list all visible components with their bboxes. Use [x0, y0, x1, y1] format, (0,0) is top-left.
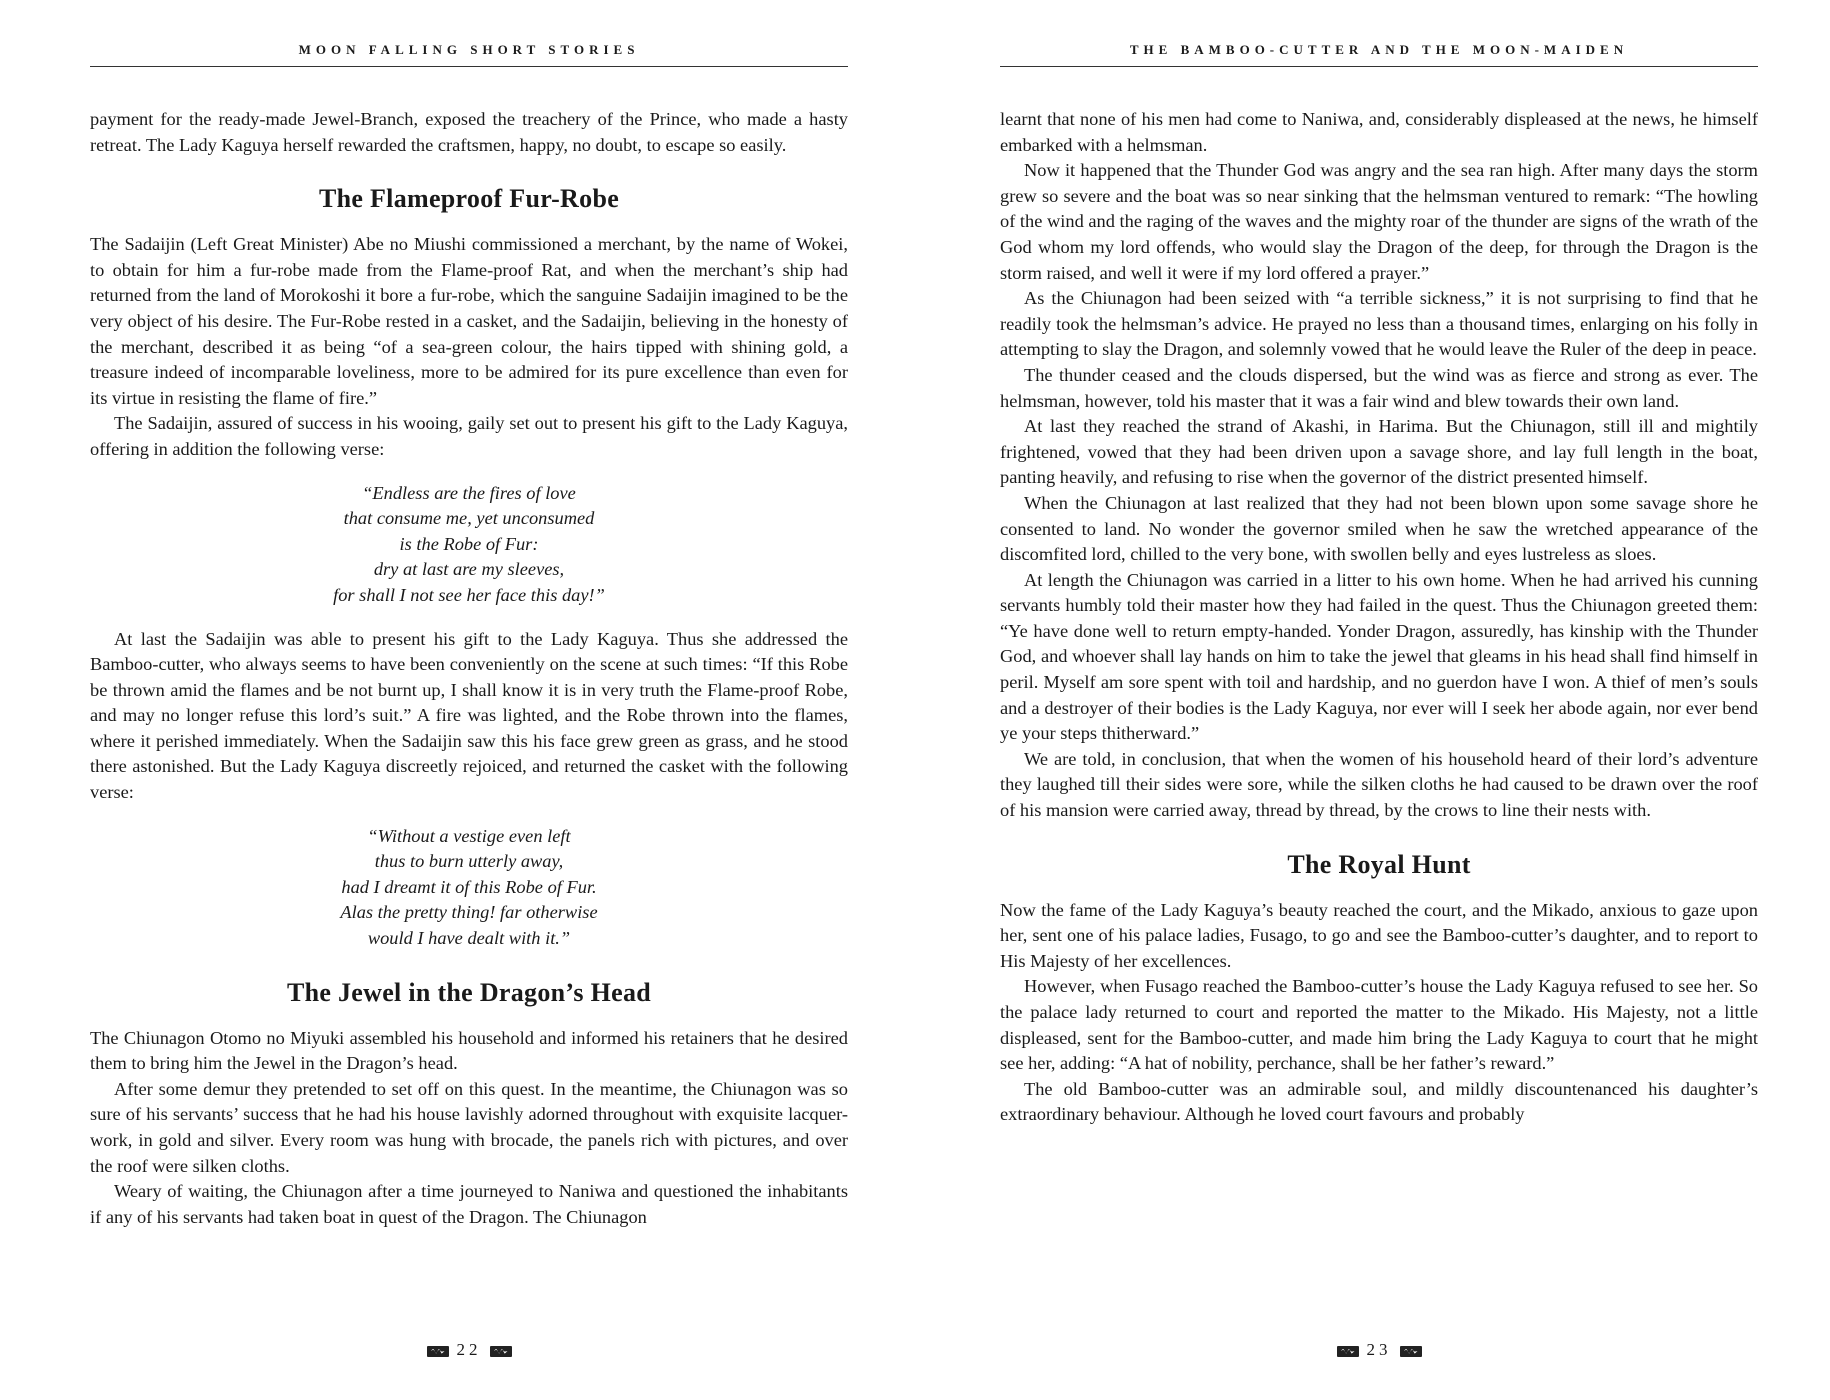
section-heading: The Jewel in the Dragon’s Head — [286, 977, 652, 1007]
verse — [90, 824, 848, 952]
left-page — [90, 0, 848, 1400]
paragraph: The thunder ceased and the clouds dispersed, but the wind was as fierce and strong as ever. The helmsman, however, told his master that it was a fair wind and blew towards their own land. — [1000, 364, 1758, 411]
right-page — [1000, 0, 1758, 1400]
paragraph: Weary of waiting, the Chiunagon after a time journeyed to Naniwa and questioned the inhabitants if any of his servants had taken boat in quest of the Dragon. The Chiunagon — [90, 1181, 848, 1227]
ornament-icon — [1400, 1346, 1422, 1357]
ornament-icon — [490, 1346, 512, 1357]
paragraph: At last they reached the strand of Akashi, in Harima. But the Chiunagon, still ill and mightily frightened, vowed that they had been driven upon a savage shore, and lay full length in the boat, panting heavily, and refusing to rise when the governor of the district presented himself. — [1000, 416, 1758, 488]
page-number: 23 — [1366, 1340, 1392, 1359]
folio — [90, 1340, 848, 1360]
paragraph: learnt that none of his men had come to Naniwa, and, considerably displeased at the news, he himself embarked with a helmsman. — [1000, 109, 1758, 155]
verse-line: is the Robe of Fur: — [399, 533, 539, 554]
folio — [1000, 1340, 1758, 1360]
paragraph: At last the Sadaijin was able to present his gift to the Lady Kaguya. Thus she addressed the Bamboo-cutter, who always seems to have been conveniently on the scene at such times: “If this Robe be thrown amid the flames and be not burnt up, I shall know it is in very truth the Flame-proof Robe, and may no longer refuse this lord’s suit.” A fire was lighted, and the Robe thrown into the flames, where it perished immediately. When the Sadaijin saw this his face grew green as grass, and he stood there astonished. But the Lady Kaguya discreetly rejoiced, and returned the casket with the following verse: — [90, 628, 848, 803]
paragraph: payment for the ready-made Jewel-Branch, exposed the treachery of the Prince, who made a hasty retreat. The Lady Kaguya herself rewarded the craftsmen, happy, no doubt, to escape so easily. — [90, 109, 848, 155]
verse-line: would I have dealt with it.” — [367, 928, 571, 949]
paragraph: As the Chiunagon had been seized with “a terrible sickness,” it is not surprising to find that he readily took the helmsman’s advice. He prayed no less than a thousand times, enlarging on his folly in attempting to slay the Dragon, and solemnly vowed that he would leave the Ruler of the deep in peace. — [1000, 288, 1758, 360]
running-head: THE BAMBOO-CUTTER AND THE MOON-MAIDEN — [1000, 42, 1758, 67]
paragraph: When the Chiunagon at last realized that they had not been blown upon some savage shore he consented to land. No wonder the governor smiled when he saw the wretched appearance of the discomfited lord, chilled to the very bone, with swollen belly and eyes lustreless as sloes. — [1000, 492, 1758, 565]
verse — [90, 481, 848, 609]
page-body — [1000, 107, 1758, 1128]
verse-line: Alas the pretty thing! far otherwise — [340, 902, 598, 923]
verse-line: had I dreamt it of this Robe of Fur. — [341, 876, 597, 897]
verse-line: that consume me, yet unconsumed — [343, 508, 595, 529]
paragraph: Now it happened that the Thunder God was angry and the sea ran high. After many days the storm grew so severe and the boat was so near sinking that the helmsman ventured to remark: “The howling of the wind and the raging of the waves and the mighty roar of the thunder are signs of the wrath of the God whom my lord offends, who would slay the Dragon of the deep, for through the Dragon is the storm raised, and well it were if my lord offered a prayer.” — [1000, 160, 1758, 283]
paragraph: We are told, in conclusion, that when the women of his household heard of their lord’s adventure they laughed till their sides were sore, while the silken cloths he had caused to be drawn over the roof of his mansion were carried away, thread by thread, by the crows to line their nests with. — [1000, 748, 1758, 821]
paragraph: The Sadaijin, assured of success in his wooing, gaily set out to present his gift to the Lady Kaguya, offering in addition the following verse: — [90, 413, 848, 459]
running-head: MOON FALLING SHORT STORIES — [90, 42, 848, 67]
section-heading: The Flameproof Fur-Robe — [318, 184, 620, 214]
paragraph: The Sadaijin (Left Great Minister) Abe no Miushi commissioned a merchant, by the name of Wokei, to obtain for him a fur-robe made from the Flame-proof Rat, and when the merchant’s ship had returned from the land of Morokoshi it bore a fur-robe, which the sanguine Sadaijin imagined to be the very object of his desire. The Fur-Robe rested in a casket, and the Sadaijin, believing in the honesty of the merchant, described it as being “of a sea-green colour, the hairs tipped with shining gold, a treasure indeed of incomparable loveliness, more to be admired for its pure excellence than even for its virtue in resisting the flame of fire.” — [90, 234, 848, 408]
verse-line: “Without a vestige even left — [367, 825, 571, 846]
page-number: 22 — [456, 1340, 482, 1359]
ornament-icon — [1337, 1346, 1359, 1357]
verse-line: thus to burn utterly away, — [374, 851, 564, 872]
paragraph: However, when Fusago reached the Bamboo-cutter’s house the Lady Kaguya refused to see her. So the palace lady returned to court and reported the matter to the Mikado. His Majesty, not a little displeased, sent for the Bamboo-cutter, and made him bring the Lady Kaguya to court that he might see her, adding: “A hat of nobility, perchance, shall be her father’s reward.” — [1000, 976, 1758, 1074]
page-body — [90, 107, 848, 1230]
verse-line: dry at last are my sleeves, — [373, 559, 565, 580]
paragraph: At length the Chiunagon was carried in a litter to his own home. When he had arrived his cunning servants humbly told their master how they had failed in the quest. Thus the Chiunagon greeted them: “Ye have done well to return empty-handed. Yonder Dragon, assuredly, has kinship with the Thunder God, and whoever shall lay hands on him to take the jewel that gleams in his head shall find himself in peril. Myself am sore spent with toil and hardship, and no guerdon have I won. A thief of men’s souls and a destroyer of their bodies is the Lady Kaguya, nor ever will I seek her abode again, nor ever bend ye your steps thitherward.” — [1000, 569, 1758, 744]
paragraph: The old Bamboo-cutter was an admirable soul, and mildly discountenanced his daughter’s extraordinary behaviour. Although he loved court favours and probably — [1000, 1078, 1758, 1125]
paragraph: After some demur they pretended to set off on this quest. In the meantime, the Chiunagon was so sure of his servants’ success that he had his house lavishly adorned throughout with exquisite lacquer-work, in gold and silver. Every room was hung with brocade, the panels rich with pictures, and over the roof were silken cloths. — [90, 1078, 848, 1176]
paragraph: Now the fame of the Lady Kaguya’s beauty reached the court, and the Mikado, anxious to gaze upon her, sent one of his palace ladies, Fusago, to go and see the Bamboo-cutter’s daughter, and to report to His Majesty of her excellences. — [1000, 899, 1758, 971]
verse-line: for shall I not see her face this day!” — [333, 584, 605, 605]
paragraph: The Chiunagon Otomo no Miyuki assembled his household and informed his retainers that he desired them to bring him the Jewel in the Dragon’s head. — [90, 1027, 848, 1074]
ornament-icon — [427, 1346, 449, 1357]
section-heading: The Royal Hunt — [1287, 849, 1471, 879]
verse-line: “Endless are the fires of love — [362, 482, 576, 503]
